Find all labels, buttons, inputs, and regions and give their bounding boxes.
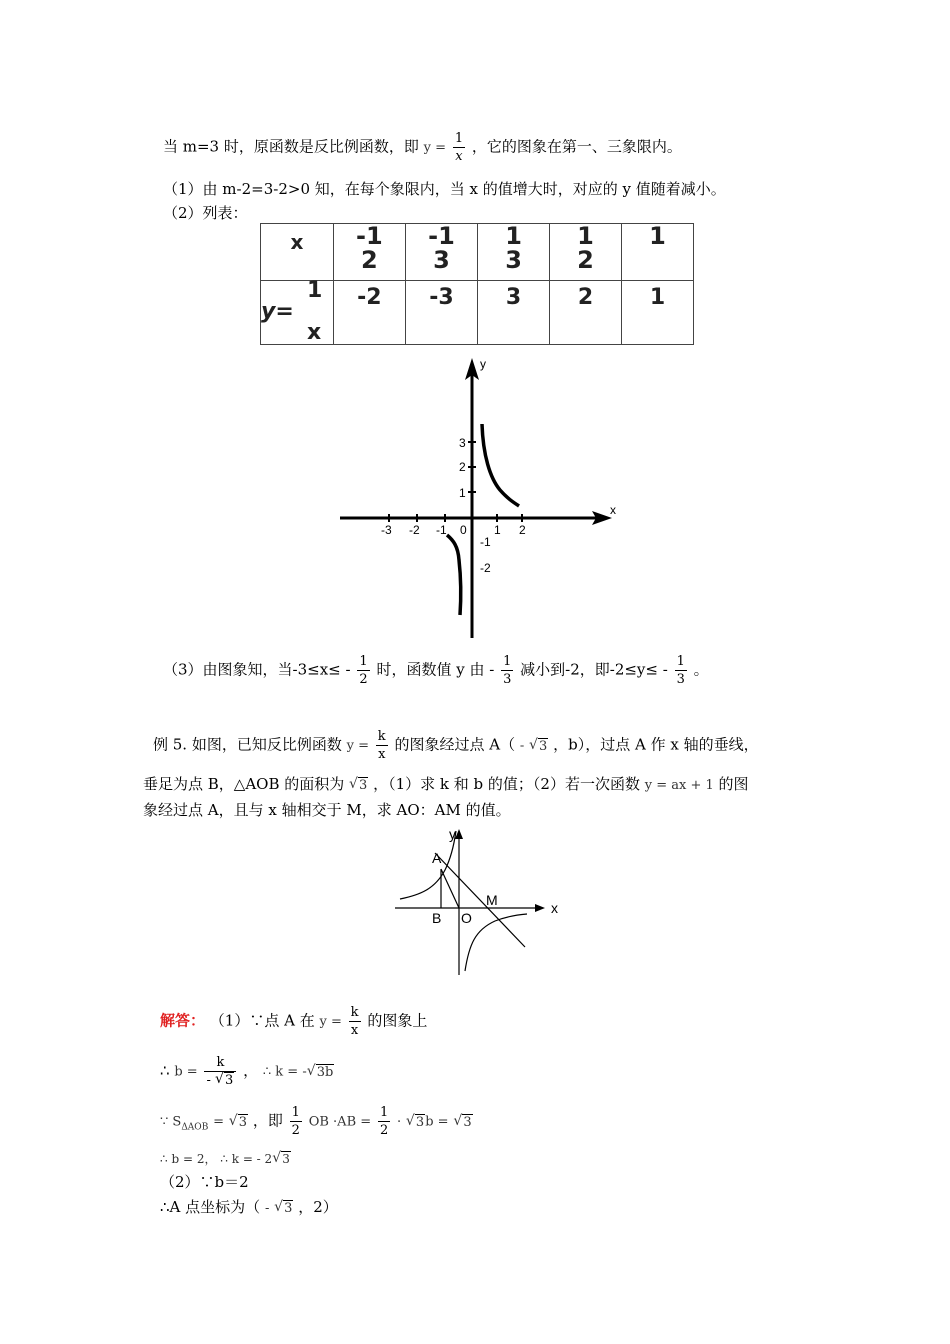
tick-label: -2 [480, 561, 491, 575]
tick-label: 2 [519, 523, 526, 537]
sqrt-icon: √ 3 [274, 1199, 293, 1216]
sqrt-icon: √ 3 [405, 1112, 425, 1130]
tick-label: -1 [436, 523, 447, 537]
text: 当 m=3 时，原函数是反比例函数，即 [163, 137, 419, 156]
solution-line4: ∴ b = 2， ∴ k = - 2 √ 3 [160, 1150, 290, 1166]
point-label-m: M [486, 892, 498, 908]
formula-y: y = [423, 140, 447, 156]
fraction: $\frac{1}{2}$ [359, 654, 368, 687]
x-axis-label: x [551, 900, 558, 916]
value-table [260, 223, 694, 345]
fraction-half: $\frac{1}{2}$ [379, 1105, 389, 1138]
table-head-y: 1 y= x [261, 281, 334, 345]
tick-label: 0 [460, 523, 467, 537]
curve-quadrant-3 [447, 535, 461, 615]
sqrt-icon: √ 3 [215, 1071, 234, 1088]
table-cell: -1 3 [405, 224, 477, 281]
tick-label: 3 [459, 436, 466, 450]
table-cell: -2 [333, 281, 405, 345]
table-cell: 1 3 [478, 224, 550, 281]
tick-label: -3 [381, 523, 392, 537]
tick-label: -2 [409, 523, 420, 537]
sqrt-icon: √ 3 [272, 1150, 290, 1166]
fraction-1-over-x: $\frac{1}{x}$ [454, 131, 464, 164]
x-axis-label: x [610, 503, 616, 517]
fraction: k - √ 3 [204, 1056, 236, 1087]
table-cell: -3 [405, 281, 477, 345]
curve-quadrant-4 [465, 914, 527, 971]
curve-quadrant-1 [482, 424, 519, 506]
sqrt-icon: √ 3b [306, 1062, 334, 1080]
point-label-o: O [461, 910, 472, 926]
sqrt-icon: √ 3 [228, 1112, 248, 1130]
table-cell: 1 2 [550, 224, 622, 281]
tick-label: 2 [459, 460, 466, 474]
table-cell: 1 [621, 281, 693, 345]
table-cell: 1 [621, 224, 693, 281]
fraction-half: $\frac{1}{2}$ [291, 1105, 300, 1138]
example5-line1: 例 5. 如图，已知反比例函数 y = $\frac{k}{x}$ 的图象经过点 A（ - √ 3 ，b），过点 A 作 x 轴的垂线， [153, 729, 759, 762]
point-label-a: A [432, 850, 442, 866]
text: ，它的图象在第一、三象限内。 [471, 137, 682, 156]
table-cell: 2 [550, 281, 622, 345]
line-am [435, 853, 525, 947]
solution-line5: （2）∵b＝2 [160, 1173, 249, 1191]
fraction: $\frac{1}{3}$ [503, 654, 512, 687]
solution-line1: 解答： （1）∵点 A 在 y = $\frac{k}{x}$ 的图象上 [160, 1005, 428, 1038]
example5-line3: 象经过点 A，且与 x 轴相交于 M，求 AO：AM 的值。 [143, 801, 511, 819]
y-axis-label: y [480, 357, 486, 371]
fraction: $\frac{1}{3}$ [676, 654, 685, 687]
fraction-k-over-x: $\frac{k}{x}$ [377, 729, 386, 762]
sqrt-icon: √ 3 [349, 776, 368, 793]
table-cell: -1 2 [333, 224, 405, 281]
solution-title: 解答： [160, 1011, 206, 1030]
point-label-b: B [432, 910, 442, 926]
table-head-x: x [261, 224, 334, 281]
paragraph-step3: （3）由图象知，当-3≤x≤ - $\frac{1}{2}$ 时，函数值 y 由 - $\frac{1}{3}$ 减小到-2，即-2≤y≤ - $\frac{1}{3}$ 。 [163, 654, 709, 687]
paragraph-step2: （2）列表： [163, 204, 248, 222]
curve-quadrant-2 [400, 831, 456, 899]
paragraph-step1: （1）由 m-2=3-2>0 知，在每个象限内，当 x 的值增大时，对应的 y 值随着减小。 [163, 180, 726, 198]
sqrt-icon: √ 3 [529, 736, 548, 754]
tick-label: -1 [480, 535, 491, 549]
solution-line3: ∵ $S_{\Delta AOB}$ = √ 3 ，即 $\frac{1}{2}$ OB ·AB = $\frac{1}{2}$ · √ 3b = √ 3 [160, 1105, 472, 1138]
example5-line2: 垂足为点 B，△AOB 的面积为 √ 3 ，（1）求 k 和 b 的值；（2）若一次函数 y = ax + 1 的图 [143, 775, 749, 793]
hyperbola-graph [330, 350, 620, 645]
sqrt-icon: √ 3 [453, 1112, 472, 1130]
solution-line6: ∴A 点坐标为（ - √ 3 ，2） [160, 1198, 338, 1216]
table-cell: 3 [478, 281, 550, 345]
y-axis-arrow-icon [455, 829, 463, 839]
paragraph-m3 [163, 132, 682, 163]
example5-graph [385, 825, 570, 977]
solution-line2: ∴ b = k - √ 3 ， ∴ k = - √ 3b [160, 1055, 334, 1088]
table-row-y [261, 281, 694, 345]
x-axis-arrow-icon [535, 904, 545, 912]
fraction-k-over-x: $\frac{k}{x}$ [350, 1005, 359, 1038]
table-row-x [261, 224, 694, 281]
tick-label: 1 [494, 523, 501, 537]
y-axis-label: y [449, 826, 456, 842]
tick-label: 1 [459, 486, 466, 500]
